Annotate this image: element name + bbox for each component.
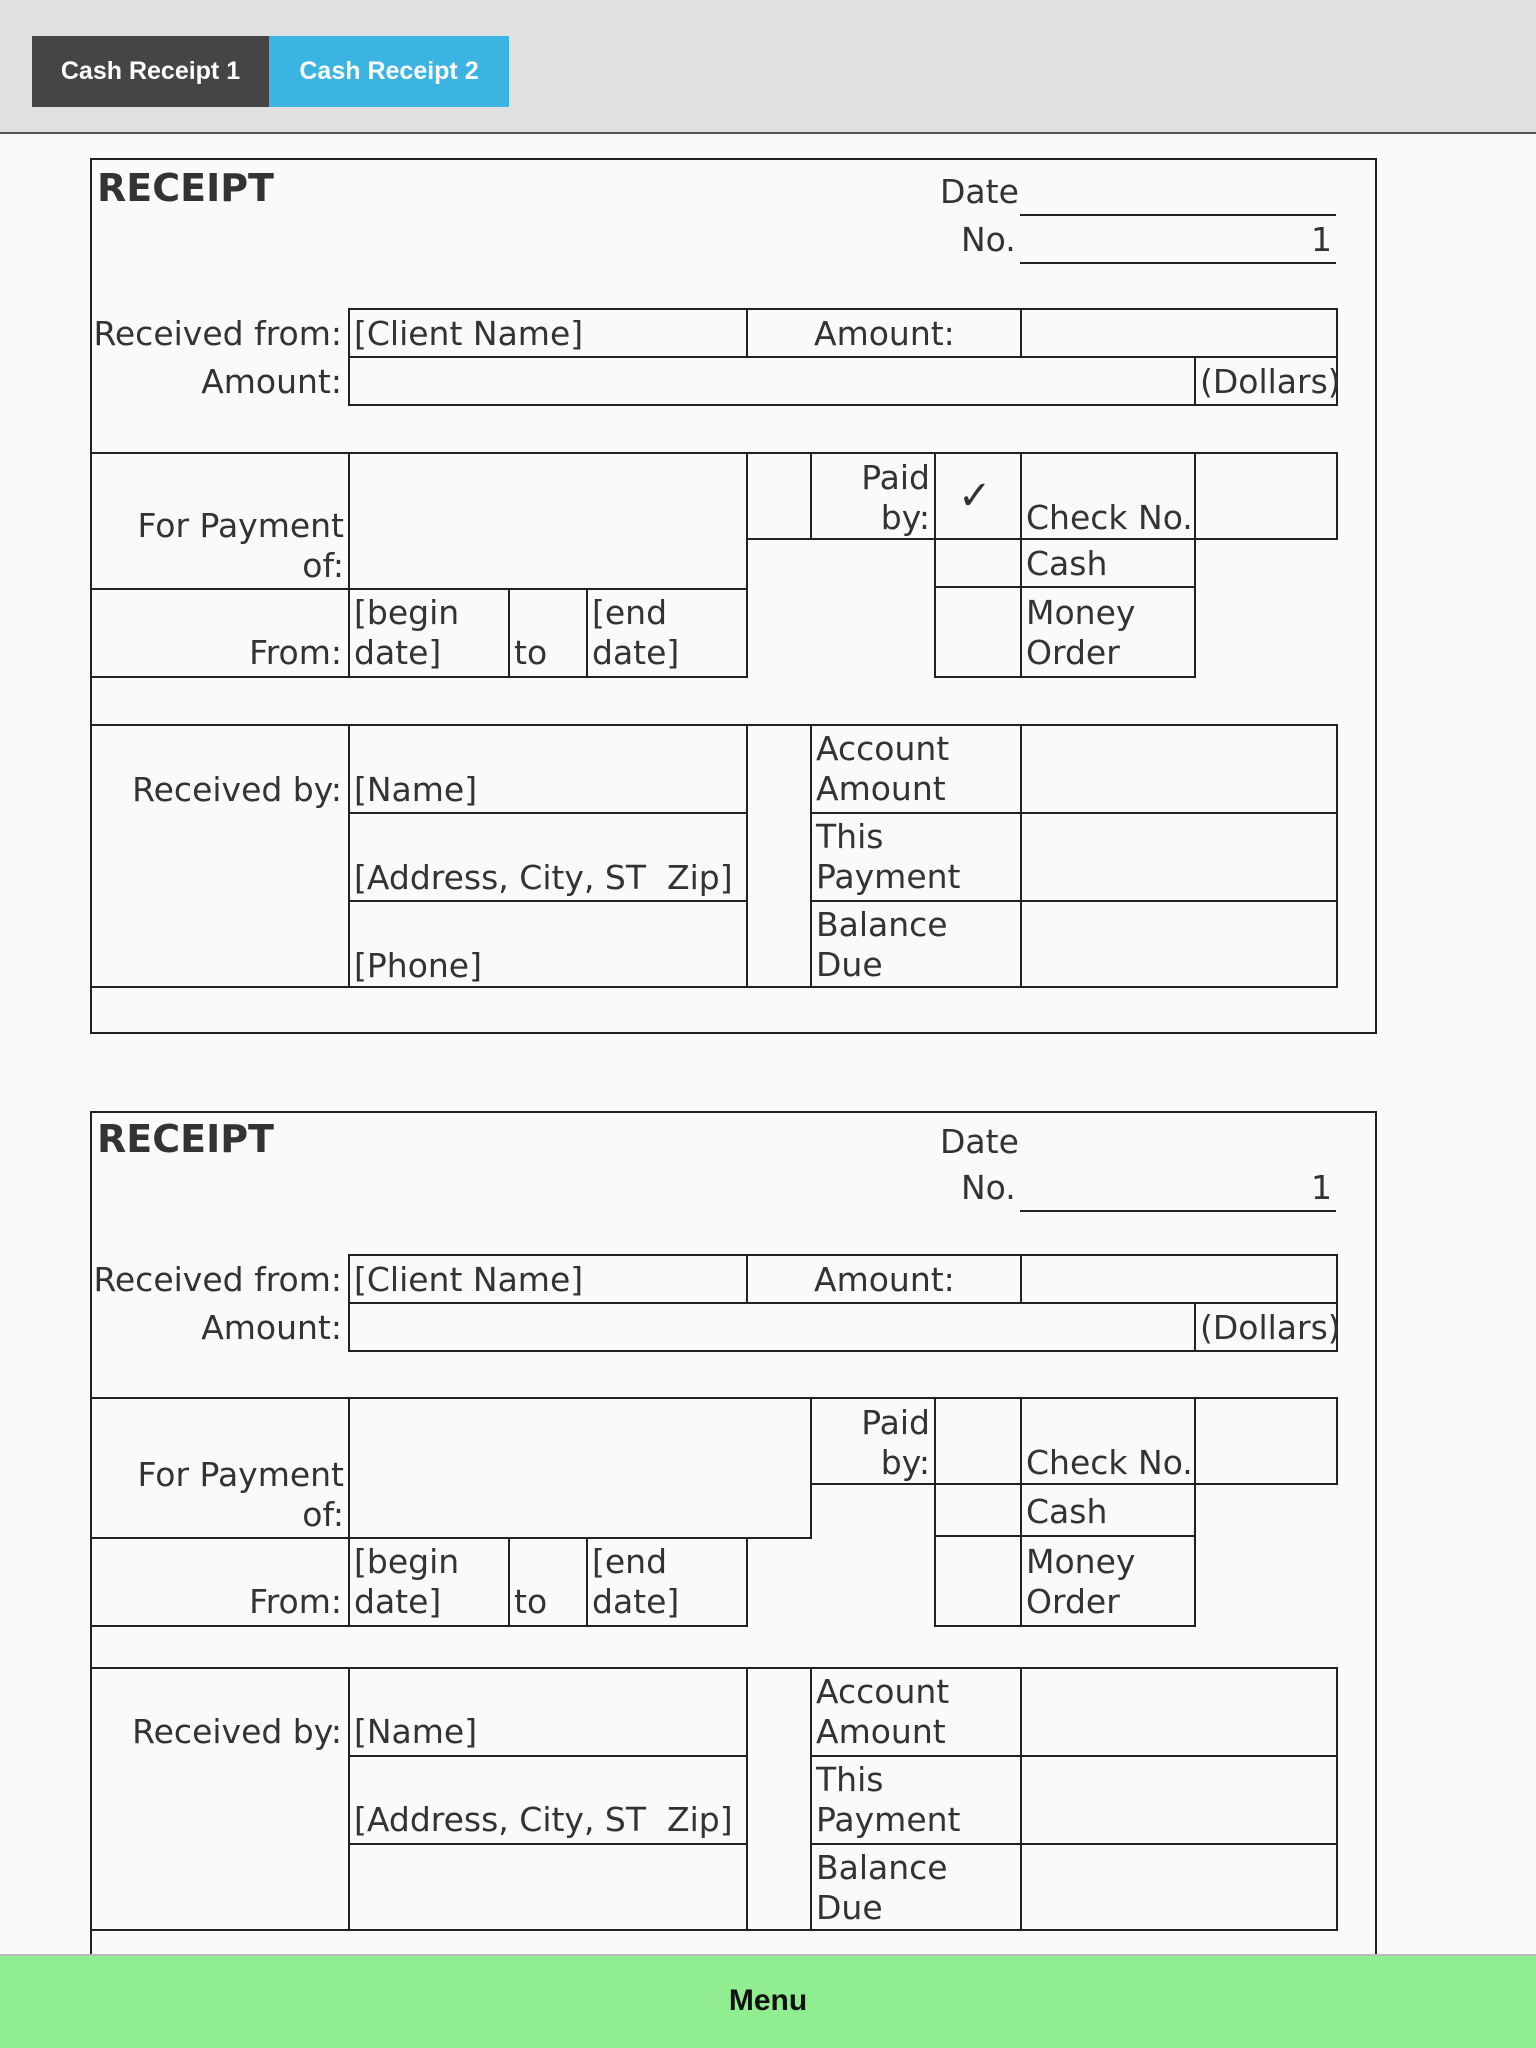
end-date: [end date] <box>592 593 680 672</box>
balance-due-field[interactable] <box>1020 1843 1338 1931</box>
amount-words-field[interactable] <box>348 356 1196 406</box>
money-order-checkbox[interactable] <box>934 586 1022 678</box>
dollars-label: (Dollars) <box>1200 362 1341 401</box>
money-order-label: Money Order <box>1026 593 1136 672</box>
amount-words-label: Amount: <box>201 1308 342 1347</box>
tab-cash-receipt-2[interactable]: Cash Receipt 2 <box>269 36 509 107</box>
amount-label: Amount: <box>814 1260 955 1299</box>
name: [Name] <box>354 770 478 809</box>
for-payment-label: For Payment of: <box>137 506 344 585</box>
checkmark-icon: ✓ <box>958 473 992 519</box>
dollars-label: (Dollars) <box>1200 1308 1341 1347</box>
from-label: From: <box>249 1582 342 1621</box>
receipt-no-label: No. <box>961 220 1016 259</box>
from-label: From: <box>249 633 342 672</box>
date-field[interactable] <box>1020 214 1336 216</box>
address: [Address, City, ST Zip] <box>354 1800 733 1839</box>
spacer-cell <box>746 724 812 988</box>
receipt-no-value[interactable]: 1 <box>1311 1168 1332 1207</box>
for-payment-field[interactable] <box>348 452 748 590</box>
this-payment-field[interactable] <box>1020 812 1338 902</box>
receipt-title: RECEIPT <box>97 166 274 210</box>
tab-cash-receipt-1[interactable]: Cash Receipt 1 <box>32 36 269 107</box>
name: [Name] <box>354 1712 478 1751</box>
money-order-checkbox[interactable] <box>934 1535 1022 1627</box>
client-name: [Client Name] <box>354 1260 584 1299</box>
receipt-1 <box>0 136 1536 1036</box>
cash-checkbox[interactable] <box>934 1483 1022 1537</box>
to-label: to <box>514 1582 548 1621</box>
check-no-field[interactable] <box>1194 452 1338 540</box>
amount-words-label: Amount: <box>201 362 342 401</box>
phone-cell[interactable] <box>348 1843 748 1931</box>
blank-cell <box>746 452 812 540</box>
menu-button[interactable]: Menu <box>0 1954 1536 2048</box>
amount-label: Amount: <box>814 314 955 353</box>
received-by-label-cell <box>90 724 350 988</box>
date-label: Date <box>940 1122 1019 1161</box>
amount-field[interactable] <box>1020 1254 1338 1304</box>
this-payment-label: This Payment <box>816 1760 961 1839</box>
balance-due-label: Balance Due <box>816 1848 948 1927</box>
begin-date: [begin date] <box>354 1542 460 1621</box>
received-by-label-cell <box>90 1667 350 1931</box>
account-amount-field[interactable] <box>1020 724 1338 814</box>
account-amount-label: Account Amount <box>816 1672 950 1751</box>
check-no-field[interactable] <box>1194 1397 1338 1485</box>
amount-field[interactable] <box>1020 308 1338 358</box>
paid-by-label: Paid by: <box>861 458 930 537</box>
check-no-label: Check No. <box>1026 498 1193 537</box>
spreadsheet-area[interactable] <box>0 136 1536 1927</box>
receipt-no-underline <box>1020 1210 1336 1212</box>
this-payment-field[interactable] <box>1020 1755 1338 1845</box>
check-checkbox[interactable] <box>934 1397 1022 1485</box>
received-from-label: Received from: <box>93 1260 342 1299</box>
paid-by-label: Paid by: <box>861 1403 930 1482</box>
receipt-2 <box>0 1089 1536 1927</box>
received-by-label: Received by: <box>132 770 342 809</box>
begin-date: [begin date] <box>354 593 460 672</box>
receipt-no-label: No. <box>961 1168 1016 1207</box>
address: [Address, City, ST Zip] <box>354 858 733 897</box>
balance-due-field[interactable] <box>1020 900 1338 988</box>
account-amount-label: Account Amount <box>816 729 950 808</box>
for-payment-field[interactable] <box>348 1397 812 1539</box>
for-payment-label: For Payment of: <box>137 1455 344 1534</box>
received-from-label: Received from: <box>93 314 342 353</box>
tab-bar <box>0 0 1536 134</box>
cash-label: Cash <box>1026 1492 1108 1531</box>
client-name: [Client Name] <box>354 314 584 353</box>
check-no-label: Check No. <box>1026 1443 1193 1482</box>
date-label: Date <box>940 172 1019 211</box>
receipt-title: RECEIPT <box>97 1117 274 1161</box>
end-date: [end date] <box>592 1542 680 1621</box>
spacer-cell <box>746 1667 812 1931</box>
cash-label: Cash <box>1026 544 1108 583</box>
this-payment-label: This Payment <box>816 817 961 896</box>
money-order-label: Money Order <box>1026 1542 1136 1621</box>
received-by-label: Received by: <box>132 1712 342 1751</box>
balance-due-label: Balance Due <box>816 905 948 984</box>
account-amount-field[interactable] <box>1020 1667 1338 1757</box>
receipt-no-value[interactable]: 1 <box>1311 220 1332 259</box>
cash-checkbox[interactable] <box>934 538 1022 588</box>
amount-words-field[interactable] <box>348 1302 1196 1352</box>
to-label: to <box>514 633 548 672</box>
phone: [Phone] <box>354 946 482 985</box>
receipt-no-underline <box>1020 262 1336 264</box>
